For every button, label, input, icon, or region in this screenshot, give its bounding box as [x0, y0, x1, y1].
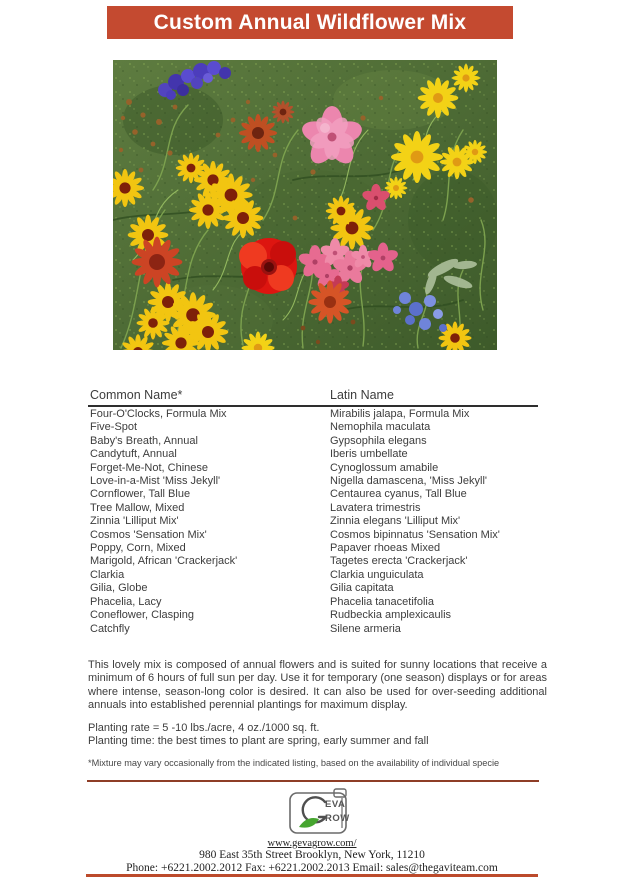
table-row — [88, 542, 538, 555]
logo-text-top: EVA — [325, 799, 346, 810]
common-name-cell: Poppy, Corn, Mixed — [90, 542, 186, 555]
wildflower-photo — [113, 60, 497, 350]
common-name-cell: Love-in-a-Mist 'Miss Jekyll' — [90, 475, 221, 488]
table-row — [88, 435, 538, 448]
latin-name-header: Latin Name — [330, 388, 394, 402]
common-name-cell: Cosmos 'Sensation Mix' — [90, 528, 207, 541]
latin-name-cell: Mirabilis jalapa, Formula Mix — [330, 408, 470, 420]
latin-name-cell: Tagetes erecta 'Crackerjack' — [330, 555, 468, 568]
common-name-header: Common Name* — [90, 388, 183, 402]
table-row — [88, 569, 538, 582]
common-name-cell: Clarkia — [90, 568, 125, 581]
latin-name-cell: Lavatera trimestris — [330, 501, 421, 514]
table-row — [88, 529, 538, 542]
description-paragraph: This lovely mix is composed of annual flowers and is suited for sunny locations that receive a minimum of 6 hours of full sun per day. Use it for temporary (one season) displays or for areas where intense, season-long color is desired. It can also be used for over-seeding additional annuals into established perennial plantings for maximum display. — [88, 659, 547, 712]
common-name-cell: Forget-Me-Not, Chinese — [90, 461, 208, 474]
planting-info — [88, 722, 547, 749]
latin-name-cell: Gilia capitata — [330, 582, 394, 595]
species-table-header — [88, 388, 538, 407]
latin-name-cell: Clarkia unguiculata — [330, 568, 424, 581]
latin-name-cell: Zinnia elegans 'Lilliput Mix' — [330, 515, 461, 528]
footer-contact: Phone: +6221.2002.2012 Fax: +6221.2002.2013 Email: sales@thegaviteam.com — [126, 861, 498, 874]
latin-name-cell: Phacelia tanacetifolia — [330, 595, 434, 608]
common-name-cell: Coneflower, Clasping — [90, 609, 194, 622]
latin-name-cell: Nigella damascena, 'Miss Jekyll' — [330, 475, 488, 488]
common-name-cell: Tree Mallow, Mixed — [90, 501, 185, 514]
table-row — [88, 582, 538, 595]
table-row — [88, 609, 538, 622]
table-row — [88, 623, 538, 636]
logo-text-bottom: ROW — [325, 813, 350, 824]
latin-name-cell: Rudbeckia amplexicaulis — [330, 609, 452, 622]
common-name-cell: Baby's Breath, Annual — [90, 434, 198, 447]
common-name-cell: Four-O'Clocks, Formula Mix — [90, 408, 227, 420]
wildflower-photo-svg — [113, 60, 497, 350]
table-row — [88, 515, 538, 528]
latin-name-cell: Centaurea cyanus, Tall Blue — [330, 488, 467, 501]
latin-name-cell: Cynoglossum amabile — [330, 461, 439, 474]
table-row — [88, 502, 538, 515]
planting-time: Planting time: the best times to plant are spring, early summer and fall — [88, 735, 429, 748]
latin-name-cell: Silene armeria — [330, 622, 401, 635]
common-name-cell: Five-Spot — [90, 421, 138, 434]
table-row — [88, 448, 538, 461]
footer-address: 980 East 35th Street Brooklyn, New York, 11210 — [199, 849, 425, 861]
page-title: Custom Annual Wildflower Mix — [153, 10, 467, 34]
gevagrow-logo-icon — [284, 786, 360, 838]
logo-leaf-icon — [299, 818, 319, 828]
table-row — [88, 421, 538, 434]
table-row — [88, 475, 538, 488]
title-banner — [107, 6, 513, 39]
common-name-cell: Zinnia 'Lilliput Mix' — [90, 515, 179, 528]
divider-rule — [87, 780, 539, 782]
species-list — [88, 408, 538, 636]
footer-website-row — [0, 838, 624, 849]
common-name-cell: Gilia, Globe — [90, 582, 148, 595]
common-name-cell: Catchfly — [90, 622, 130, 635]
latin-name-cell: Iberis umbellate — [330, 448, 408, 461]
latin-name-cell: Nemophila maculata — [330, 421, 431, 434]
common-name-cell: Candytuft, Annual — [90, 448, 177, 461]
common-name-cell: Marigold, African 'Crackerjack' — [90, 555, 238, 568]
table-row — [88, 462, 538, 475]
latin-name-cell: Papaver rhoeas Mixed — [330, 542, 441, 555]
planting-rate: Planting rate = 5 -10 lbs./acre, 4 oz./1000 sq. ft. — [88, 722, 320, 734]
mixture-footnote: *Mixture may vary occasionally from the indicated listing, based on the availability of individual specie — [88, 758, 500, 768]
website-link[interactable]: www.gevagrow.com/ — [267, 838, 357, 849]
table-row — [88, 488, 538, 501]
table-row — [88, 555, 538, 568]
latin-name-cell: Gypsophila elegans — [330, 434, 427, 447]
gevagrow-logo — [284, 786, 360, 838]
bottom-rule — [86, 874, 538, 877]
table-row — [88, 596, 538, 609]
table-row — [88, 408, 538, 421]
poppy-flower — [239, 238, 297, 294]
common-name-cell: Phacelia, Lacy — [90, 595, 162, 608]
common-name-cell: Cornflower, Tall Blue — [90, 488, 191, 501]
latin-name-cell: Cosmos bipinnatus 'Sensation Mix' — [330, 528, 500, 541]
